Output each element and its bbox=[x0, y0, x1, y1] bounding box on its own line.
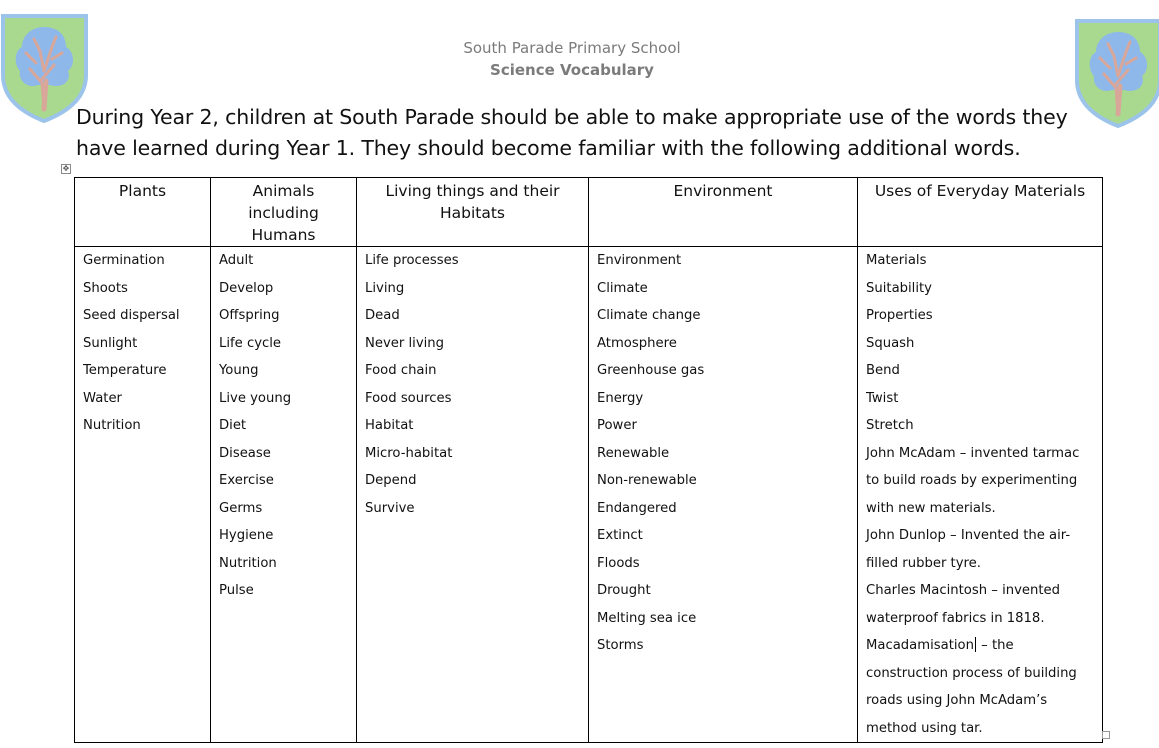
vocab-item: Nutrition bbox=[83, 418, 141, 433]
vocab-item: Exercise bbox=[219, 473, 274, 488]
vocab-item: Food chain bbox=[365, 363, 437, 378]
vocab-item bbox=[866, 632, 1096, 742]
cell-living-things[interactable] bbox=[357, 247, 589, 743]
vocab-item: Living bbox=[365, 280, 405, 296]
vocab-item: Stretch bbox=[866, 418, 914, 433]
column-header-living-things[interactable]: Living things and their Habitats bbox=[357, 178, 589, 247]
intro-paragraph: During Year 2, children at South Parade should be able to make appropriate use of the words they have learned during Year 1. They should become familiar with the following additional words. bbox=[76, 105, 1068, 160]
column-header-materials[interactable]: Uses of Everyday Materials bbox=[858, 178, 1103, 247]
vocab-item: Floods bbox=[597, 555, 640, 571]
vocab-item: Nutrition bbox=[219, 555, 277, 571]
vocab-item: Sunlight bbox=[83, 335, 138, 351]
vocab-item: Storms bbox=[597, 638, 644, 653]
vocab-item: John McAdam – invented tarmac to build roads by experimenting with new materials. bbox=[866, 445, 1080, 516]
vocab-item: Climate change bbox=[597, 308, 701, 323]
vocab-item: Adult bbox=[219, 253, 254, 268]
vocab-item: Bend bbox=[866, 363, 900, 378]
vocab-item: Pulse bbox=[219, 583, 254, 598]
vocab-item: Seed dispersal bbox=[83, 308, 180, 323]
vocab-item: Greenhouse gas bbox=[597, 363, 705, 378]
cell-animals[interactable] bbox=[211, 247, 357, 743]
table-resize-handle-icon[interactable] bbox=[1102, 731, 1110, 739]
vocab-item: Young bbox=[219, 363, 259, 378]
vocab-item: Energy bbox=[597, 390, 644, 406]
vocab-item: Extinct bbox=[597, 528, 643, 543]
vocab-item: Dead bbox=[365, 308, 400, 323]
vocab-item: Atmosphere bbox=[597, 335, 677, 351]
vocab-item: Renewable bbox=[597, 445, 670, 461]
vocab-item: Offspring bbox=[219, 308, 280, 323]
column-header-environment[interactable]: Environment bbox=[589, 178, 858, 247]
school-name: South Parade Primary School bbox=[463, 39, 681, 57]
vocab-item: Properties bbox=[866, 308, 933, 323]
vocab-item: Non-renewable bbox=[597, 473, 697, 488]
vocab-item: Melting sea ice bbox=[597, 610, 697, 626]
vocab-item: Water bbox=[83, 390, 122, 406]
vocab-item: Diet bbox=[219, 418, 247, 433]
vocab-definition: – the construction process of building roads using John McAdam’s method using tar. bbox=[866, 638, 1077, 736]
vocab-item: Climate bbox=[597, 280, 648, 296]
document-header bbox=[0, 37, 1144, 81]
document-subtitle: Science Vocabulary bbox=[490, 61, 654, 79]
cell-environment[interactable] bbox=[589, 247, 858, 743]
vocab-item: Micro-habitat bbox=[365, 445, 453, 461]
vocab-term: Macadamisation bbox=[866, 638, 974, 653]
vocab-item: Live young bbox=[219, 390, 292, 406]
vocab-item: John Dunlop – Invented the air-filled rubber tyre. bbox=[866, 528, 1071, 571]
cell-plants[interactable] bbox=[75, 247, 211, 743]
vocab-item: Develop bbox=[219, 280, 274, 296]
vocab-item: Germs bbox=[219, 500, 263, 516]
vocab-item: Food sources bbox=[365, 390, 452, 406]
vocab-item: Suitability bbox=[866, 280, 932, 296]
vocab-item: Germination bbox=[83, 253, 165, 268]
vocab-item: Temperature bbox=[83, 363, 167, 378]
vocab-item: Squash bbox=[866, 335, 915, 351]
vocab-item: Materials bbox=[866, 253, 927, 268]
table-move-handle-icon[interactable]: ✥ bbox=[62, 164, 70, 173]
vocab-item: Charles Macintosh – invented waterproof fabrics in 1818. bbox=[866, 583, 1061, 626]
cell-materials[interactable] bbox=[858, 247, 1103, 743]
vocab-item: Never living bbox=[365, 335, 445, 351]
vocabulary-table bbox=[74, 177, 1103, 743]
text-cursor bbox=[975, 637, 976, 652]
vocab-item: Power bbox=[597, 418, 637, 433]
vocab-item: Drought bbox=[597, 583, 651, 598]
vocab-item: Twist bbox=[866, 390, 899, 406]
table-row bbox=[75, 247, 1103, 743]
column-header-plants[interactable]: Plants bbox=[75, 178, 211, 247]
vocab-item: Shoots bbox=[83, 280, 128, 296]
column-header-animals[interactable]: Animals including Humans bbox=[211, 178, 357, 247]
vocab-item: Habitat bbox=[365, 418, 414, 433]
vocab-item: Life cycle bbox=[219, 335, 282, 351]
vocab-item: Hygiene bbox=[219, 528, 274, 543]
vocab-item: Disease bbox=[219, 445, 271, 461]
vocab-item: Survive bbox=[365, 500, 415, 516]
vocab-item: Depend bbox=[365, 473, 417, 488]
vocab-item: Life processes bbox=[365, 253, 459, 268]
table-header-row bbox=[75, 178, 1103, 247]
vocab-item: Endangered bbox=[597, 500, 677, 516]
vocab-item: Environment bbox=[597, 253, 682, 268]
